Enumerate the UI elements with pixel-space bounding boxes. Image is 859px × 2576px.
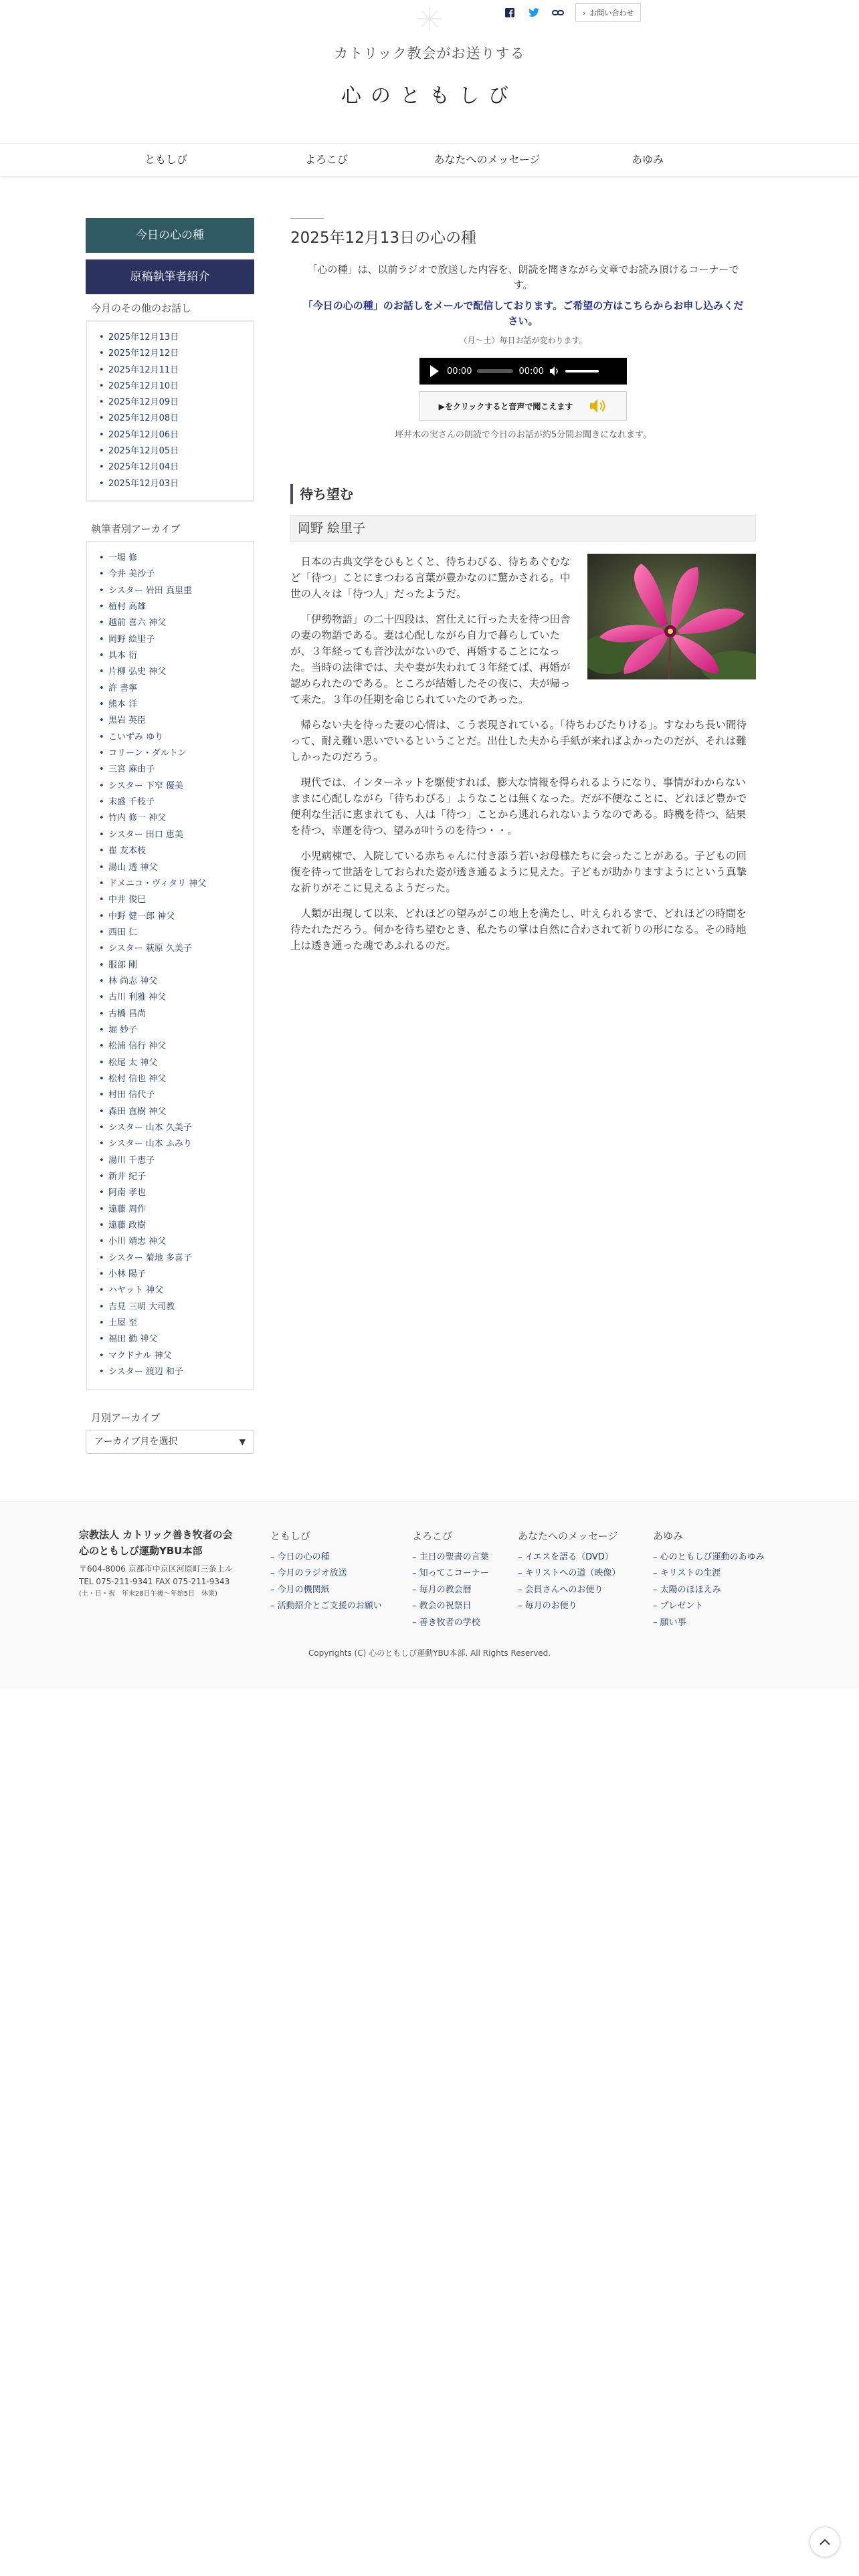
article-paragraph: 帰らない夫を待った妻の心情は、こう表現されている。「待ちわびたりける」。すなわち長い間待って、耐え難い思いでいるということだ。出仕した夫から手紙が来ればよかったのだが、それは難しかったのだろう。 — [290, 719, 747, 763]
author-archive-link[interactable]: • 末盛 千枝子 — [95, 794, 246, 811]
footer-link[interactable]: – 善き牧者の学校 — [412, 1615, 489, 1631]
article-paragraph: 「伊勢物語」の二十四段は、宮仕えに行った夫を待つ田舎の妻の物語である。妻は心配しながら自力で暮らしていたが、３年経っても音沙汰がないので、再婚することになった。当時の法律では、夫や妻が失われて３年経てば、再婚が認められたのである。ところが結婚したその夜に、夫が帰って来た。３年の任期を命じられていたのであった。 — [290, 613, 571, 706]
mail-subscribe-link[interactable]: 「今日の心の種」のお話しをメールで配信しております。ご希望の方はこちらからお申し込みください。 — [302, 300, 744, 327]
author-archive-link[interactable]: • 崔 友本枝 — [95, 843, 246, 859]
author-archive-link[interactable]: • 許 書寧 — [95, 681, 246, 697]
other-days-box — [86, 320, 254, 502]
author-archive-link[interactable]: • 具本 衍 — [95, 648, 246, 664]
contact-label: お問い合わせ — [589, 9, 634, 17]
footer-column-links — [518, 1549, 620, 1615]
audio-note: 坪井木の実さんの朗読で今日のお話が約5分間お聞きになれます。 — [394, 430, 652, 440]
footer-link[interactable]: – 教会の祝祭日 — [412, 1598, 489, 1614]
author-archive-link[interactable]: • 新井 紀子 — [95, 1169, 246, 1185]
article-author: 岡野 絵里子 — [290, 515, 756, 542]
other-days-list — [95, 330, 246, 492]
footer-link[interactable]: – 毎月の教会暦 — [412, 1582, 489, 1598]
article-paragraph: 日本の古典文学をひもとくと、待ちわびる、待ちあぐむなど「待つ」ことにまつわる言葉が豊かなのに驚かされる。中世の人々は「待つ人」だったようだ。 — [290, 556, 571, 600]
author-archive-link[interactable]: • ハヤット 神父 — [95, 1283, 246, 1299]
other-day-link[interactable]: • 2025年12月06日 — [95, 427, 246, 443]
copyright: Copyrights (C) 心のともしび運動YBU本部. All Rights Reserved. — [308, 1648, 551, 1658]
site-footer — [0, 1501, 859, 1689]
intro-text: 「心の種」は、以前ラジオで放送した内容を、朗読を聞きながら文章でお読み頂けるコーナーです。 — [307, 263, 739, 291]
archive-heading: 月別アーカイブ — [91, 1411, 161, 1424]
article-title: 待ち望む — [290, 484, 756, 504]
global-nav — [0, 143, 859, 177]
title-divider — [290, 218, 324, 219]
twitter-icon[interactable] — [527, 6, 541, 19]
author-archive-link[interactable]: • シスター 岩田 真里重 — [95, 583, 246, 599]
candle-light-icon — [416, 5, 443, 32]
nav-item-ayumi[interactable]: あゆみ — [631, 153, 664, 166]
other-days-heading: 今月のその他のお話し — [91, 302, 192, 314]
audio-listen-button[interactable] — [419, 391, 627, 421]
footer-link[interactable]: – 今月のラジオ放送 — [270, 1566, 382, 1582]
other-day-link[interactable]: • 2025年12月11日 — [95, 362, 246, 379]
link-icon[interactable] — [551, 6, 565, 19]
chevron-right-icon: › — [583, 8, 586, 17]
author-archive-link[interactable]: • 竹内 修一 神父 — [95, 811, 246, 827]
facebook-icon[interactable] — [503, 6, 516, 19]
author-archive-link[interactable]: • 堀 妙子 — [95, 1023, 246, 1039]
org-name: 宗教法人 カトリック善き牧者の会 — [79, 1529, 233, 1541]
site-title[interactable]: 心のともしび — [341, 84, 518, 108]
footer-link[interactable]: – 主日の聖書の言葉 — [412, 1549, 489, 1566]
author-archive-link[interactable]: • シスター 田口 恵美 — [95, 827, 246, 843]
other-day-link[interactable]: • 2025年12月09日 — [95, 395, 246, 411]
today-seed-button[interactable]: 今日の心の種 — [86, 218, 254, 253]
footer-link[interactable]: – プレゼント — [653, 1598, 765, 1614]
footer-link[interactable]: – キリストへの道（映像） — [518, 1566, 620, 1582]
audio-player — [419, 358, 627, 385]
article-body — [290, 554, 756, 954]
author-archive-link[interactable]: • コリーン・ダルトン — [95, 746, 246, 762]
footer-link[interactable]: – 毎月のお便り — [518, 1598, 620, 1614]
author-archive-link[interactable]: • 古橋 昌尚 — [95, 1006, 246, 1023]
author-archive-link[interactable]: • 小川 靖忠 神父 — [95, 1234, 246, 1250]
play-icon[interactable] — [430, 365, 439, 377]
author-archive-link[interactable]: • 吉見 三明 大司教 — [95, 1299, 246, 1315]
schedule-note: （月〜土）毎日お話が変わります。 — [459, 336, 587, 345]
author-archive-link[interactable]: • 松浦 信行 神父 — [95, 1039, 246, 1055]
author-archive-link[interactable]: • 小林 陽子 — [95, 1267, 246, 1283]
footer-column-heading[interactable]: あなたへのメッセージ — [518, 1530, 618, 1542]
main-content — [290, 218, 756, 963]
author-archive-link[interactable]: • 黒岩 英臣 — [95, 713, 246, 729]
author-archive-link[interactable]: • 西田 仁 — [95, 925, 246, 941]
other-day-link[interactable]: • 2025年12月03日 — [95, 476, 246, 492]
authors-box — [86, 541, 254, 1390]
author-archive-link[interactable]: • 植村 高雄 — [95, 599, 246, 615]
footer-link[interactable]: – 今月の機関紙 — [270, 1582, 382, 1598]
author-archive-link[interactable]: • 村田 信代子 — [95, 1087, 246, 1103]
author-archive-link[interactable]: • 松村 信也 神父 — [95, 1071, 246, 1087]
author-archive-link[interactable]: • ドメニコ・ヴィタリ 神父 — [95, 876, 246, 892]
author-archive-link[interactable]: • 林 尚志 神父 — [95, 974, 246, 990]
archive-select-value: アーカイブ月を選択 — [94, 1436, 178, 1447]
nav-item-message[interactable]: あなたへのメッセージ — [434, 153, 541, 166]
other-day-link[interactable]: • 2025年12月12日 — [95, 346, 246, 362]
author-archive-link[interactable]: • 岡野 絵里子 — [95, 632, 246, 648]
author-archive-link[interactable]: • 遠藤 周作 — [95, 1202, 246, 1218]
footer-column-heading[interactable]: ともしび — [270, 1530, 311, 1542]
back-to-top-button[interactable] — [809, 2527, 840, 2557]
footer-link[interactable]: – 今日の心の種 — [270, 1549, 382, 1566]
footer-column — [653, 1529, 765, 1631]
sidebar — [86, 218, 254, 1454]
contact-button[interactable] — [575, 3, 641, 22]
footer-link[interactable]: – 太陽のほほえみ — [653, 1582, 765, 1598]
author-archive-link[interactable]: • こいずみ ゆり — [95, 730, 246, 746]
author-archive-link[interactable]: • 古川 利雅 神父 — [95, 990, 246, 1006]
author-archive-link[interactable]: • マクドナル 神父 — [95, 1348, 246, 1364]
footer-organization — [79, 1527, 260, 1600]
author-archive-link[interactable]: • 三宮 麻由子 — [95, 762, 246, 778]
author-archive-link[interactable]: • 湯川 千恵子 — [95, 1153, 246, 1169]
author-archive-link[interactable]: • 松尾 太 神父 — [95, 1055, 246, 1071]
author-archive-link[interactable]: • シスター 下窄 優美 — [95, 778, 246, 794]
org-subname: 心のともしび運動YBU本部 — [79, 1545, 203, 1557]
audio-button-label: ▶をクリックすると音声で聞こえます — [438, 401, 573, 411]
footer-column-heading[interactable]: よろこび — [412, 1530, 453, 1542]
authors-list — [95, 550, 246, 1381]
footer-column — [270, 1529, 382, 1615]
author-archive-link[interactable]: • 土屋 至 — [95, 1315, 246, 1331]
footer-link[interactable]: – 願い事 — [653, 1615, 765, 1631]
footer-column — [518, 1529, 620, 1615]
footer-link[interactable]: – 心のともしび運動のあゆみ — [653, 1549, 765, 1566]
audio-total-time: 00:00 — [518, 366, 544, 377]
author-archive-link[interactable]: • シスター 渡辺 和子 — [95, 1364, 246, 1380]
other-day-link[interactable]: • 2025年12月04日 — [95, 459, 246, 475]
author-archive-link[interactable]: • 森田 直樹 神父 — [95, 1104, 246, 1120]
author-archive-link[interactable]: • シスター 萩原 久美子 — [95, 941, 246, 957]
footer-column-links — [412, 1549, 489, 1631]
chevron-up-icon — [819, 2538, 831, 2546]
other-day-link[interactable]: • 2025年12月08日 — [95, 411, 246, 427]
author-archive-link[interactable]: • 片柳 弘史 神父 — [95, 664, 246, 680]
author-archive-link[interactable]: • 今井 美沙子 — [95, 566, 246, 582]
footer-column — [412, 1529, 489, 1631]
author-archive-link[interactable]: • 服部 剛 — [95, 958, 246, 974]
author-archive-link[interactable]: • シスター 山本 ふみり — [95, 1136, 246, 1152]
other-day-link[interactable]: • 2025年12月13日 — [95, 330, 246, 346]
cyclamen-photo — [587, 554, 756, 679]
footer-column-links — [653, 1549, 765, 1631]
author-archive-link[interactable]: • 中井 俊巳 — [95, 892, 246, 908]
audio-progress-bar[interactable] — [477, 369, 513, 373]
footer-column-links — [270, 1549, 382, 1615]
speaker-icon — [589, 398, 607, 414]
org-address: 〒604-8006 京都市中京区河原町三条上ル — [79, 1564, 233, 1574]
author-archive-link[interactable]: • 中野 健一郎 神父 — [95, 909, 246, 925]
authors-intro-button[interactable]: 原稿執筆者紹介 — [86, 259, 254, 294]
author-archive-link[interactable]: • 越前 喜六 神父 — [95, 615, 246, 631]
other-day-link[interactable]: • 2025年12月05日 — [95, 443, 246, 459]
org-hours: (土・日・祝 年末28日午後〜年始5日 休業) — [79, 1590, 217, 1598]
author-archive-link[interactable]: • 熊本 洋 — [95, 697, 246, 713]
author-archive-link[interactable]: • 福田 勤 神父 — [95, 1331, 246, 1348]
audio-current-time: 00:00 — [447, 366, 472, 377]
top-utility-bar — [503, 3, 641, 22]
author-archive-link[interactable]: • 一場 修 — [95, 550, 246, 566]
author-archive-link[interactable]: • シスター 菊地 多喜子 — [95, 1251, 246, 1267]
article-paragraph: 小児病棟で、入院している赤ちゃんに付き添う若いお母様たちに会ったことがある。子どもの回復を待って世話をしておられた姿が透き通るように見えた。子どもが助かりますようにという真摯な祈りがそこに見えるようだった。 — [290, 850, 747, 894]
footer-link[interactable]: – キリストの生涯 — [653, 1566, 765, 1582]
article-paragraph: 現代では、インターネットを駆使すれば、膨大な情報を得られるようになり、事情がわからないままに心配しながら「待ちわびる」ようなことは無くなった。だが不便なことに、どれほど豊かで便利な生活に恵まれても、人は「待つ」ことから逃れられないようなのである。時機を待つ、結果を待つ、幸運を待つ、望みが叶うのを待つ・・。 — [290, 776, 747, 837]
page-title: 2025年12月13日の心の種 — [290, 229, 477, 247]
author-archive-link[interactable]: • 遠藤 政樹 — [95, 1218, 246, 1234]
site-tagline: カトリック教会がお送りする — [334, 45, 525, 62]
footer-link[interactable]: – 活動紹介とご支援のお願い — [270, 1598, 382, 1614]
org-phone: TEL 075-211-9341 FAX 075-211-9343 — [79, 1577, 230, 1586]
footer-column-heading[interactable]: あゆみ — [653, 1530, 684, 1542]
author-archive-link[interactable]: • 湯山 透 神父 — [95, 860, 246, 876]
authors-heading: 執筆者別アーカイブ — [91, 522, 181, 535]
author-archive-link[interactable]: • 阿南 孝也 — [95, 1185, 246, 1201]
footer-link[interactable]: – 知ってこコーナー — [412, 1566, 489, 1582]
footer-link[interactable]: – 会員さんへのお便り — [518, 1582, 620, 1598]
chevron-down-icon: ▼ — [239, 1436, 246, 1446]
author-archive-link[interactable]: • シスター 山本 久美子 — [95, 1120, 246, 1136]
footer-link[interactable]: – イエスを語る（DVD） — [518, 1549, 620, 1566]
nav-item-yorokobi[interactable]: よろこび — [304, 153, 348, 166]
article-paragraph: 人類が出現して以来、どれほどの望みがこの地上を満たし、叶えられるまで、どれほどの時間を待たれただろう。何かを待ち望むとき、私たちの掌は自然に合わされて祈りの形になる。その時地上は透き通った魂であふれるのだ。 — [290, 907, 747, 952]
volume-slider[interactable] — [565, 370, 599, 372]
nav-item-tomoshibi[interactable]: ともしび — [144, 153, 187, 166]
volume-icon[interactable] — [549, 366, 560, 377]
other-day-link[interactable]: • 2025年12月10日 — [95, 379, 246, 395]
archive-select[interactable] — [86, 1430, 254, 1454]
